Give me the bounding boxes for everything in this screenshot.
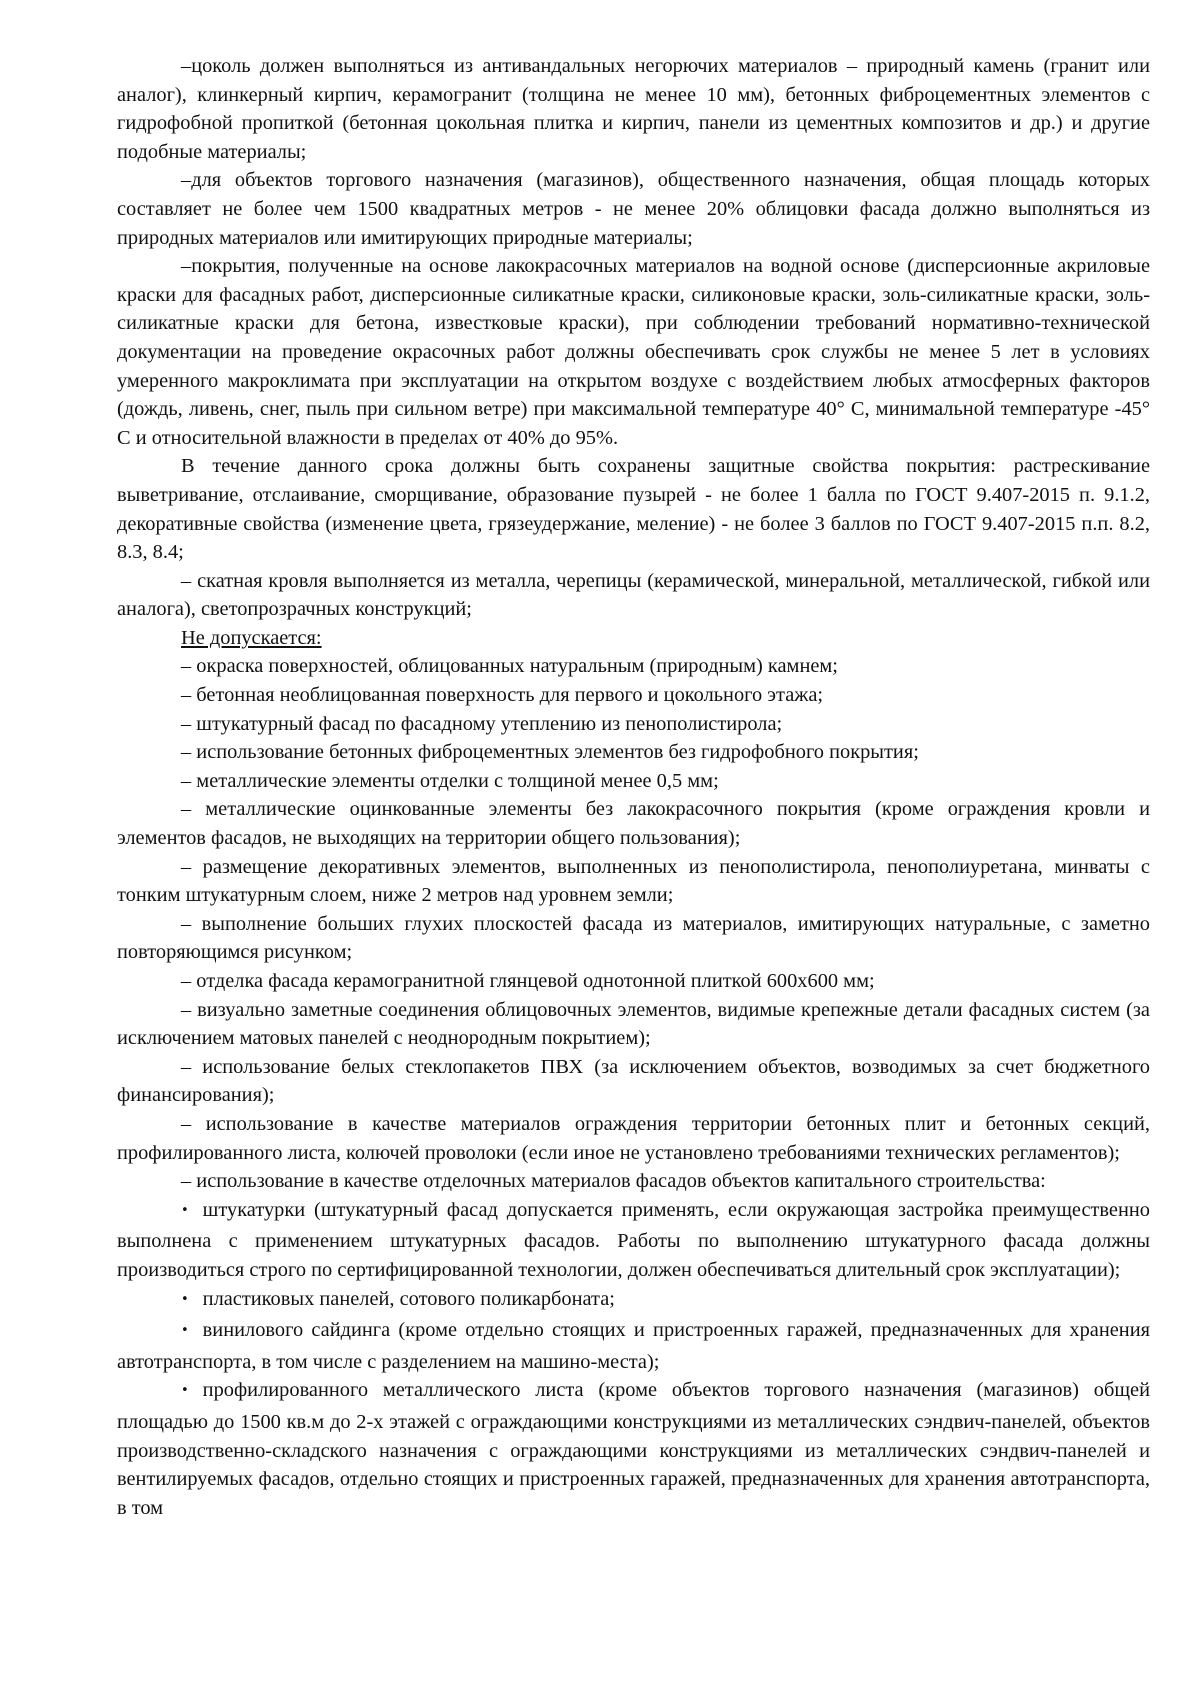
- list-item: – использование в качестве материалов ограждения территории бетонных плит и бетонных секций, профилированного листа, колючей проволоки (если иное не установлено требованиями технических регламентов);: [117, 1112, 1150, 1164]
- bullet-text: пластиковых панелей, сотового поликарбоната;: [202, 1287, 615, 1310]
- list-item: – отделка фасада керамогранитной глянцевой однотонной плиткой 600х600 мм;: [181, 970, 875, 992]
- bullet-item: [117, 1285, 1150, 1317]
- list-item: – использование бетонных фиброцементных элементов без гидрофобного покрытия;: [181, 741, 919, 764]
- paragraph-roof: – скатная кровля выполняется из металла, черепицы (керамической, минеральной, металлической, гибкой или аналога), светопрозрачных конструкций;: [117, 569, 1150, 621]
- list-item: – металлические элементы отделки с толщиной менее 0,5 мм;: [181, 769, 719, 792]
- list-item: – визуально заметные соединения облицовочных элементов, видимые крепежные детали фасадных систем (за исключением матовых панелей с неоднородным покрытием);: [117, 998, 1150, 1050]
- bullet-icon: •: [181, 1323, 189, 1339]
- bullet-text: винилового сайдинга (кроме отдельно стоящих и пристроенных гаражей, предназначенных для хранения автотранспорта, в том числе с разделением на машино-места);: [117, 1319, 1150, 1373]
- list-item: – металлические оцинкованные элементы без лакокрасочного покрытия (кроме ограждения кровли и элементов фасадов, не выходящих на территории общего пользования);: [117, 798, 1150, 850]
- heading-not-allowed: [117, 624, 1150, 653]
- bullet-item: [117, 1316, 1150, 1376]
- list-item: – использование в качестве отделочных материалов фасадов объектов капитального строительства:: [181, 1170, 1046, 1193]
- bullet-icon: •: [181, 1291, 189, 1307]
- bullet-text: штукатурки (штукатурный фасад допускается применять, если окружающая застройка преимущественно выполнена с применением штукатурных фасадов. Работы по выполнению штукатурного фасада должны производиться строго по сертифицированной технологии, должен обеспечиваться длительный срок эксплуатации);: [117, 1198, 1150, 1281]
- list-item: – бетонная необлицованная поверхность для первого и цокольного этажа;: [181, 684, 824, 707]
- heading-not-allowed-text: Не допускается:: [181, 626, 322, 649]
- bullet-item: [117, 1196, 1150, 1285]
- paragraph-trade-objects: –для объектов торгового назначения (магазинов), общественного назначения, общая площадь которых составляет не более чем 1500 квадратных метров - не менее 20% облицовки фасада должно выполняться из природных материалов или имитирующих природные материалы;: [117, 169, 1150, 249]
- bullet-text: профилированного металлического листа (кроме объектов торгового назначения (магазинов) общей площадью до 1500 кв.м до 2-х этажей с ограждающими конструкциями из металлических сэндвич-панелей, объектов производственно-складского назначения с ограждающими конструкциями из металлических сэндвич-панелей и вентилируемых фасадов, отдельно стоящих и пристроенных гаражей, предназначенных для хранения автотранспорта, в том: [117, 1379, 1150, 1519]
- list-item: – окраска поверхностей, облицованных натуральным (природным) камнем;: [181, 655, 838, 678]
- list-item: – использование белых стеклопакетов ПВХ (за исключением объектов, возводимых за счет бюджетного финансирования);: [117, 1055, 1150, 1107]
- list-item: – выполнение больших глухих плоскостей фасада из материалов, имитирующих натуральные, с заметно повторяющимся рисунком;: [117, 912, 1150, 964]
- paragraph-coating-properties: В течение данного срока должны быть сохранены защитные свойства покрытия: растрескивание выветривание, отслаивание, сморщивание, образование пузырей - не более 1 балла по ГОСТ 9.407-2015 п. 9.1.2, декоративные свойства (изменение цвета, грязеудержание, меление) - не более 3 баллов по ГОСТ 9.407-2015 п.п. 8.2, 8.3, 8.4;: [117, 455, 1150, 564]
- list-item: – штукатурный фасад по фасадному утеплению из пенополистирола;: [181, 712, 783, 735]
- paragraph-plinth: –цоколь должен выполняться из антивандальных негорючих материалов – природный камень (гранит или аналог), клинкерный кирпич, керамогранит (толщина не менее 10 мм), бетонных фиброцементных элементов с гидрофобной пропиткой (бетонная цокольная плитка и кирпич, панели из цементных композитов и др.) и другие подобные материалы;: [117, 55, 1150, 163]
- bullet-icon: •: [181, 1202, 189, 1218]
- document-page: [117, 52, 1150, 1522]
- bullet-item: [117, 1376, 1150, 1522]
- bullet-icon: •: [181, 1383, 189, 1399]
- paragraph-coatings: –покрытия, полученные на основе лакокрасочных материалов на водной основе (дисперсионные акриловые краски для фасадных работ, дисперсионные силикатные краски, силиконовые краски, золь-силикатные краски, золь-силикатные краски для бетона, известковые краски), при соблюдении требований нормативно-технической документации на проведение окрасочных работ должны обеспечивать срок службы не менее 5 лет в условиях умеренного макроклимата при эксплуатации на открытом воздухе с воздействием любых атмосферных факторов (дождь, ливень, снег, пыль при сильном ветре) при максимальной температуре 40° С, минимальной температуре -45° С и относительной влажности в пределах от 40% до 95%.: [117, 255, 1150, 449]
- list-item: – размещение декоративных элементов, выполненных из пенополистирола, пенополиуретана, минваты с тонким штукатурным слоем, ниже 2 метров над уровнем земли;: [117, 855, 1150, 907]
